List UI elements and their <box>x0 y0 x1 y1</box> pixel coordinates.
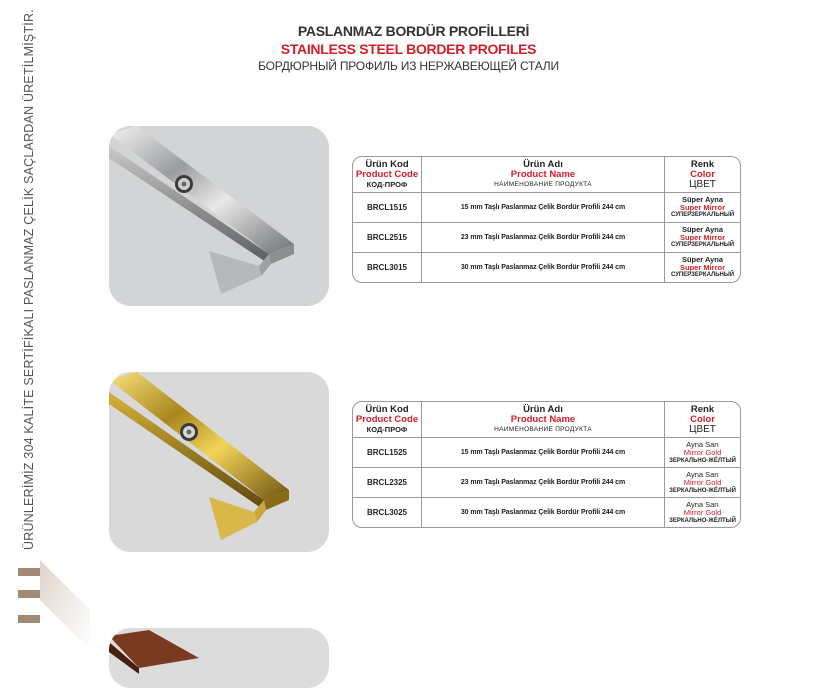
page-header <box>0 22 827 74</box>
color-en: Mirror Gold <box>683 508 722 517</box>
bronze-profile-image <box>109 628 329 688</box>
color-tr: Ayna Sarı <box>686 439 719 449</box>
product-name: 15 mm Taşlı Paslanmaz Çelik Bordür Profili 244 cm <box>460 449 626 456</box>
product-code: BRCL3025 <box>366 508 407 517</box>
color-tr: Süper Ayna <box>681 195 724 204</box>
color-ru: СУПЕРЗЕРКАЛЬНЫЙ <box>670 212 735 218</box>
product-code: BRCL3015 <box>366 263 407 272</box>
product-name: 30 mm Taşlı Paslanmaz Çelik Bordür Profili 244 cm <box>460 509 626 516</box>
product-name: 30 mm Taşlı Paslanmaz Çelik Bordür Profili 244 cm <box>460 264 626 271</box>
product-code: BRCL1515 <box>366 203 407 212</box>
table-row <box>353 222 740 252</box>
color-ru: ЗЕРКАЛЬНО-ЖЁЛТЫЙ <box>669 487 736 494</box>
silver-profile-image <box>109 126 329 306</box>
table-row <box>353 192 740 222</box>
gold-profile-image <box>109 372 329 552</box>
table-row <box>353 252 740 282</box>
header-product-name: Ürün Adı Product Name НАИМЕНОВАНИЕ ПРОДУКТА <box>422 157 665 192</box>
product-code: BRCL2515 <box>366 233 407 242</box>
title-turkish: PASLANMAZ BORDÜR PROFİLLERİ <box>297 23 530 39</box>
header-product-code: Ürün Kod Product Code КОД-ПРОФ <box>353 402 422 437</box>
header-color: Renk Color ЦВЕТ <box>689 403 716 435</box>
color-ru: ЗЕРКАЛЬНО-ЖЁЛТЫЙ <box>669 517 736 524</box>
color-tr: Süper Ayna <box>681 225 724 234</box>
table-row <box>353 437 740 467</box>
color-en: Super Mirror <box>679 233 725 242</box>
product-table-silver <box>352 156 741 283</box>
product-code: BRCL2325 <box>366 478 407 487</box>
product-photo-silver <box>109 126 329 306</box>
title-english: STAINLESS STEEL BORDER PROFILES <box>280 41 537 57</box>
color-tr: Ayna Sarı <box>686 499 719 509</box>
color-en: Mirror Gold <box>683 448 722 457</box>
color-tr: Süper Ayna <box>681 255 724 264</box>
color-tr: Ayna Sarı <box>686 469 719 479</box>
header-color: Renk Color ЦВЕТ <box>689 158 716 190</box>
title-russian: БОРДЮРНЫЙ ПРОФИЛЬ ИЗ НЕРЖАВЕЮЩЕЙ СТАЛИ <box>258 59 559 73</box>
product-photo-bronze <box>109 628 329 688</box>
side-vertical-note: ÜRÜNLERİMİZ 304 KALİTE SERTİFİKALI PASLANMAZ ÇELİK SAÇLARDAN ÜRETİLMİŞTİR. <box>22 9 36 550</box>
decorative-corner-graphic <box>0 560 90 650</box>
table-header-row <box>353 402 740 437</box>
color-en: Super Mirror <box>679 263 725 272</box>
header-product-name: Ürün Adı Product Name НАИМЕНОВАНИЕ ПРОДУКТА <box>422 402 665 437</box>
product-name: 15 mm Taşlı Paslanmaz Çelik Bordür Profili 244 cm <box>460 204 626 211</box>
product-name: 23 mm Taşlı Paslanmaz Çelik Bordür Profili 244 cm <box>460 234 626 241</box>
product-table-gold <box>352 401 741 528</box>
color-en: Super Mirror <box>679 203 725 212</box>
color-ru: ЗЕРКАЛЬНО-ЖЁЛТЫЙ <box>669 457 736 464</box>
product-name: 23 mm Taşlı Paslanmaz Çelik Bordür Profili 244 cm <box>460 479 626 486</box>
color-ru: СУПЕРЗЕРКАЛЬНЫЙ <box>670 272 735 278</box>
table-row <box>353 467 740 497</box>
color-en: Mirror Gold <box>683 478 722 487</box>
color-ru: СУПЕРЗЕРКАЛЬНЫЙ <box>670 242 735 248</box>
product-code: BRCL1525 <box>366 448 407 457</box>
header-product-code: Ürün Kod Product Code КОД-ПРОФ <box>353 157 422 192</box>
table-header-row <box>353 157 740 192</box>
product-photo-gold <box>109 372 329 552</box>
table-row <box>353 497 740 527</box>
